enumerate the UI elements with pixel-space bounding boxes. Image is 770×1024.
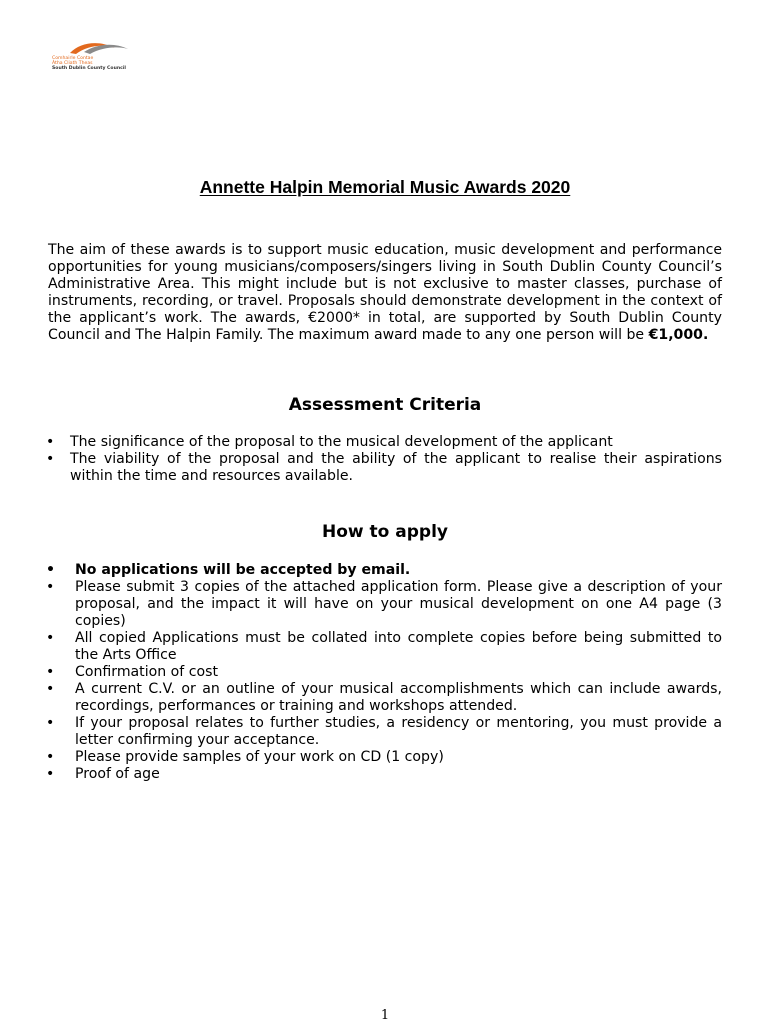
list-item: • Please submit 3 copies of the attached application form. Please give a description of your proposal, and the impact it will have on your musical development on one A4 page (3 copies) bbox=[75, 579, 722, 630]
list-item: • All copied Applications must be collated into complete copies before being submitted to the Arts Office bbox=[75, 630, 722, 664]
list-item: • If your proposal relates to further studies, a residency or mentoring, you must provide a letter confirming your acceptance. bbox=[75, 715, 722, 749]
how-to-apply-heading: How to apply bbox=[322, 522, 448, 542]
intro-paragraph bbox=[48, 242, 722, 344]
intro-text: The aim of these awards is to support music education, music development and performance opportunities for young musicians/composers/singers living in South Dublin County Council’s Administrative Area. This might include but is not exclusive to master classes, purchase of instruments, recording, or travel. Proposals should demonstrate development in the context of the applicant’s work. The awards, €2000* in total, are supported by South Dublin County Council and The Halpin Family. The maximum award made to any one person will be bbox=[48, 242, 722, 343]
list-item: • No applications will be accepted by email. bbox=[75, 562, 722, 579]
list-item: • Please provide samples of your work on CD (1 copy) bbox=[75, 749, 722, 766]
assessment-criteria-heading: Assessment Criteria bbox=[288, 395, 482, 415]
list-item: • Proof of age bbox=[75, 766, 722, 783]
list-item: • Confirmation of cost bbox=[75, 664, 722, 681]
logo-text-irish-1: Comhairle Contae bbox=[52, 56, 94, 61]
logo-text-english: South Dublin County Council bbox=[52, 66, 126, 71]
page-number: 1 bbox=[380, 1008, 390, 1023]
list-item: • The viability of the proposal and the ability of the applicant to realise their aspirations within the time and resources available. bbox=[70, 451, 722, 485]
logo-text-irish-2: Átha Cliath Theas bbox=[52, 61, 93, 66]
list-item: • A current C.V. or an outline of your musical accomplishments which can include awards, recordings, performances or training and workshops attended. bbox=[75, 681, 722, 715]
assessment-criteria-list bbox=[70, 434, 722, 485]
council-logo bbox=[48, 40, 132, 74]
page-title: Annette Halpin Memorial Music Awards 2020 bbox=[199, 177, 571, 197]
how-to-apply-list bbox=[75, 562, 722, 783]
max-award-amount: €1,000. bbox=[648, 327, 709, 343]
list-item: • The significance of the proposal to the musical development of the applicant bbox=[70, 434, 722, 451]
